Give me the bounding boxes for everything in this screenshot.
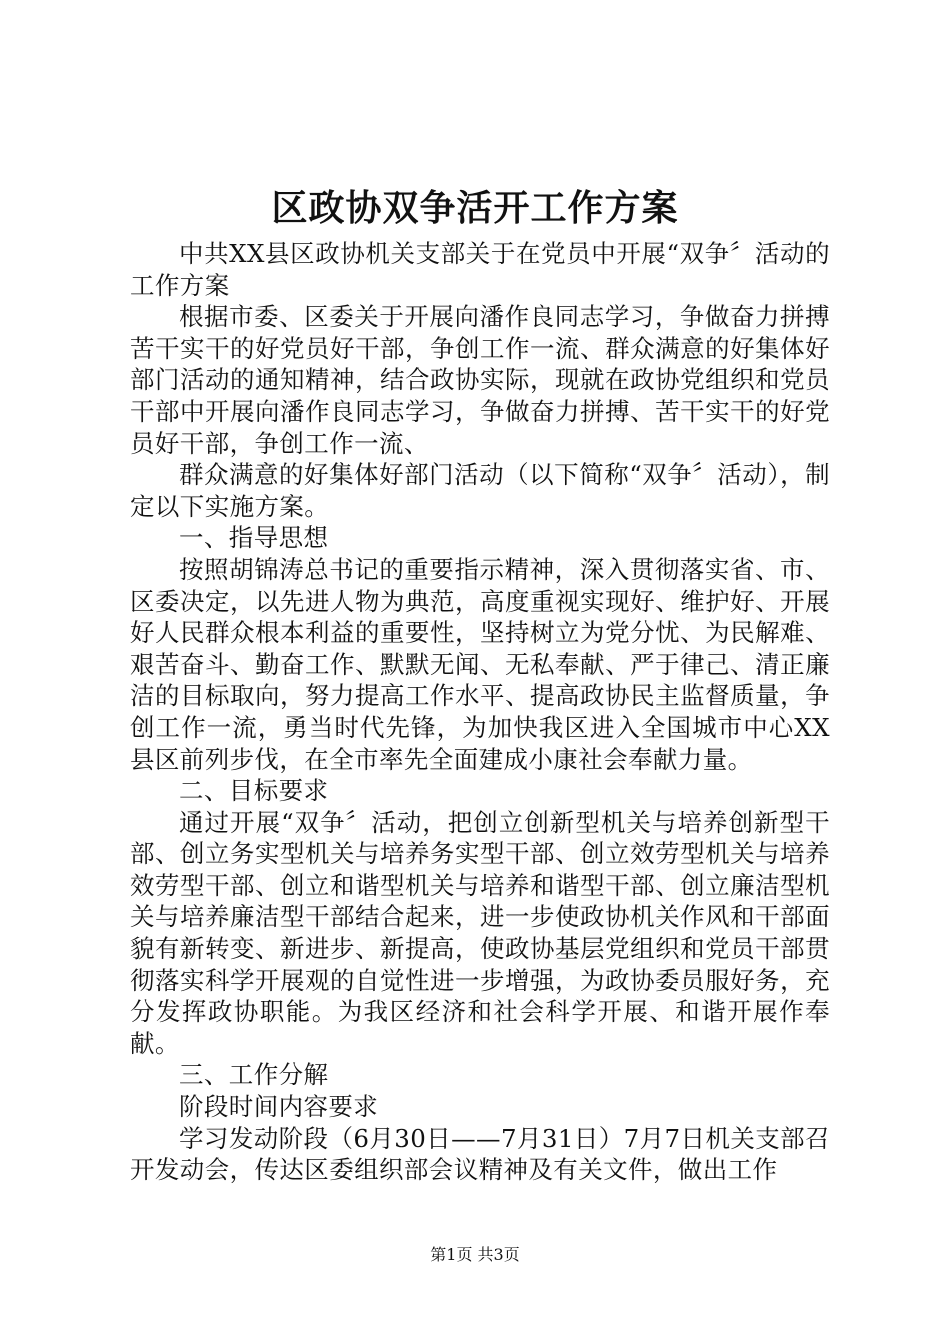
page-number-footer: 第1页 共3页 [430, 1245, 520, 1264]
paragraph-heading-line: 中共XX县区政协机关支部关于在党员中开展“双争〞活动的工作方案 [130, 239, 830, 300]
paragraph-table-header: 阶段时间内容要求 [179, 1092, 379, 1122]
section-heading-work-breakdown: 三、工作分解 [179, 1060, 329, 1090]
paragraph-study-phase: 学习发动阶段（6月30日——7月31日）7月7日机关支部召开发动会，传达区委组织部会议精神及有关文件，做出工作 [130, 1123, 830, 1185]
paragraph-goals: 通过开展“双争〞活动，把创立创新型机关与培养创新型干部、创立务实型机关与培养务实型干部、创立效劳型机关与培养效劳型干部、创立和谐型机关与培养和谐型干部、创立廉洁型机关与培养廉洁型干部结合起来，进一步使政协机关作风和干部面貌有新转变、新进步、新提高，使政协基层党组织和党员干部贯彻落实科学开展观的自觉性进一步增强，为政协委员服好务，充分发挥政协职能。为我区经济和社会科学开展、和谐开展作奉献。 [130, 807, 830, 1058]
document-title: 区政协双争活开工作方案 [271, 187, 679, 229]
paragraph-guiding-ideology: 按照胡锦涛总书记的重要指示精神，深入贯彻落实省、市、区委决定，以先进人物为典范，高度重视实现好、维护好、开展好人民群众根本利益的重要性，坚持树立为党分忧、为民解难、艰苦奋斗、勤奋工作、默默无闻、无私奉献、严于律己、清正廉洁的目标取向，努力提高工作水平、提高政协民主监督质量，争创工作一流，勇当时代先锋，为加快我区进入全国城市中心XX县区前列步伐，在全市率先全面建成小康社会奉献力量。 [130, 554, 830, 774]
section-heading-guiding-ideology: 一、指导思想 [179, 523, 329, 553]
section-heading-goals: 二、目标要求 [179, 776, 329, 806]
document-body [130, 238, 830, 1186]
paragraph-intro: 根据市委、区委关于开展向潘作良同志学习，争做奋力拼搏苦干实干的好党员好干部，争创工作一流、群众满意的好集体好部门活动的通知精神，结合政协实际，现就在政协党组织和党员干部中开展向潘作良同志学习，争做奋力拼搏、苦干实干的好党员好干部，争创工作一流、 [130, 302, 830, 458]
paragraph-intro-continued: 群众满意的好集体好部门活动（以下简称“双争〞活动），制定以下实施方案。 [130, 460, 830, 521]
